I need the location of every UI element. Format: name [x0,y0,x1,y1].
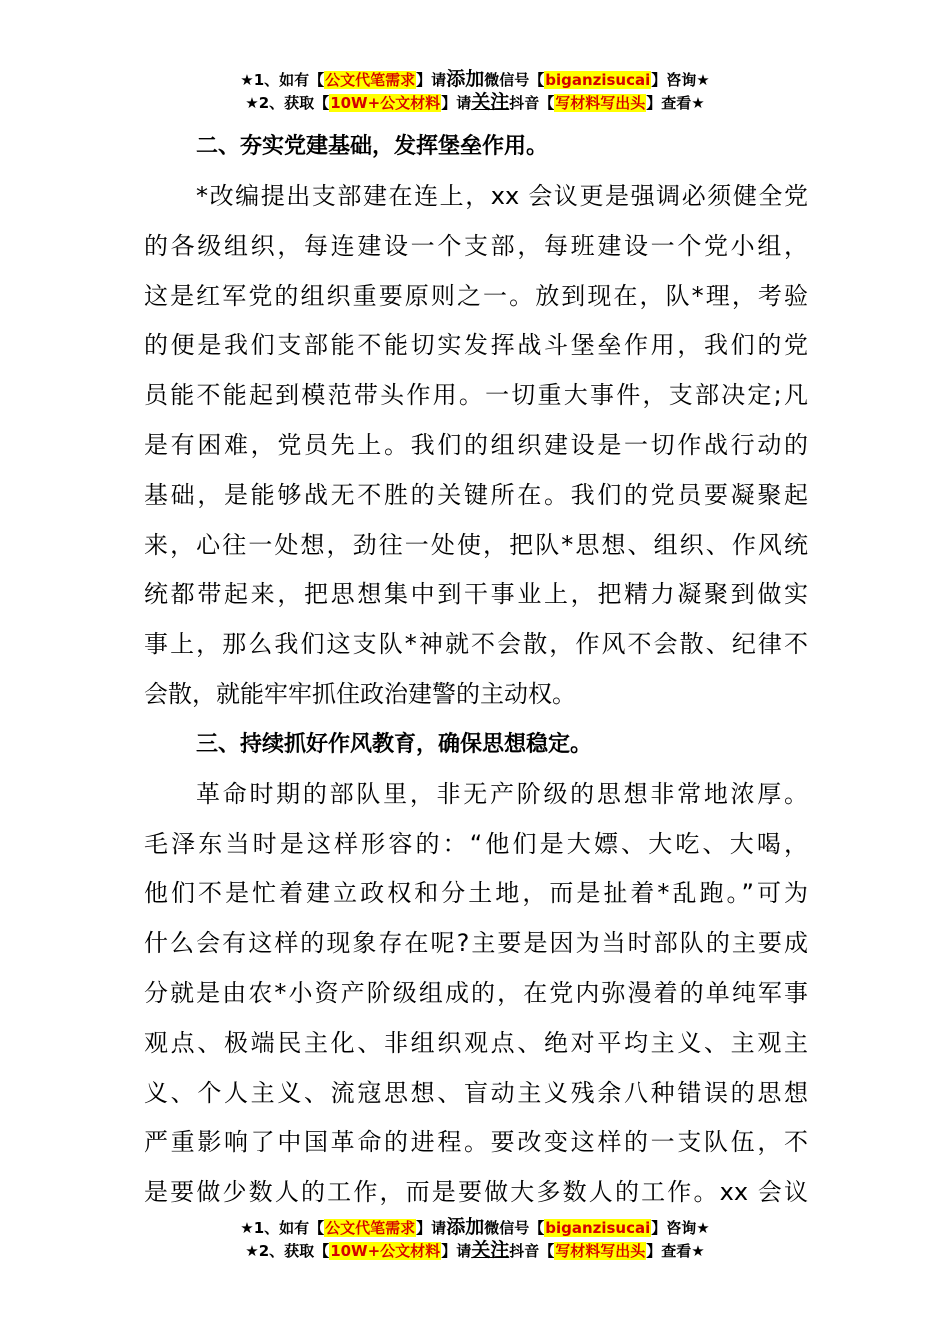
banner-highlight: 公文代笔需求 [325,1219,416,1237]
paragraph-line: 来，心往一处想，劲往一处使，把队*思想、组织、作风统 [144,530,808,559]
banner-text: 】查看★ [646,1242,705,1260]
banner-line-2 [0,1239,950,1262]
paragraph-line: 事上，那么我们这支队*神就不会散，作风不会散、纪律不 [144,630,808,659]
paragraph-line: 的便是我们支部能不能切实发挥战斗堡垒作用，我们的党 [144,331,808,360]
banner-highlight: 10W+公文材料 [330,94,441,112]
banner-line-1 [0,68,950,91]
banner-text: 微信号【 [484,1219,545,1237]
paragraph-line: 观点、极端民主化、非组织观点、绝对平均主义、主观主 [144,1028,808,1057]
paragraph-line: 是有困难，党员先上。我们的组织建设是一切作战行动的 [144,430,808,459]
banner-text: 】咨询★ [651,1219,710,1237]
paragraph-line: 革命时期的部队里，非无产阶级的思想非常地浓厚。 [196,779,808,808]
banner-emphasis: 添加 [446,1216,485,1238]
banner-text: 】请 [441,94,472,112]
paragraph-line: 基础，是能够战无不胜的关键所在。我们的党员要凝聚起 [144,480,808,509]
banner-text: 抖音【 [509,1242,555,1260]
banner-text: ★1、如有【 [240,1219,325,1237]
paragraph-line: 是要做少数人的工作，而是要做大多数人的工作。xx 会议 [144,1178,808,1207]
banner-highlight: 公文代笔需求 [325,71,416,89]
banner-text: ★2、获取【 [245,94,330,112]
section-paragraph-3 [144,770,808,1218]
paragraph-line: 分就是由农*小资产阶级组成的，在党内弥漫着的单纯军事 [144,978,808,1007]
section-heading-3: 三、持续抓好作风教育，确保思想稳定。 [196,731,593,757]
banner-text: 抖音【 [509,94,555,112]
section-paragraph-2 [144,172,808,720]
banner-text: ★1、如有【 [240,71,325,89]
banner-highlight-douyin: 写材料写出头 [555,94,646,112]
paragraph-line: 的各级组织，每连建设一个支部，每班建设一个党小组， [144,231,808,260]
banner-text: 】查看★ [646,94,705,112]
banner-emphasis: 添加 [446,68,485,90]
banner-text: 微信号【 [484,71,545,89]
banner-text: ★2、获取【 [245,1242,330,1260]
banner-text: 】咨询★ [651,71,710,89]
banner-highlight-wechat: biganzisucai [545,1219,651,1237]
section-heading-2: 二、夯实党建基础，发挥堡垒作用。 [196,134,549,159]
banner-highlight: 10W+公文材料 [330,1242,441,1260]
paragraph-line: 这是红军党的组织重要原则之一。放到现在，队*理，考验 [144,281,808,310]
banner-emphasis: 关注 [471,1239,510,1261]
banner-highlight-douyin: 写材料写出头 [555,1242,646,1260]
banner-line-1 [0,1216,950,1239]
paragraph-line: 义、个人主义、流寇思想、盲动主义残余八种错误的思想 [144,1078,808,1107]
paragraph-line: 会散，就能牢牢抓住政治建警的主动权。 [144,679,576,708]
banner-line-2 [0,91,950,114]
document-body [144,122,808,1218]
header-banner [0,68,950,114]
paragraph-line: 毛泽东当时是这样形容的：“他们是大嫖、大吃、大喝， [144,829,808,858]
paragraph-line: 他们不是忙着建立政权和分土地，而是扯着*乱跑。”可为 [144,879,808,908]
banner-highlight-wechat: biganzisucai [545,71,651,89]
paragraph-line: 统都带起来，把思想集中到干事业上，把精力凝聚到做实 [144,580,808,609]
paragraph-line: 严重影响了中国革命的进程。要改变这样的一支队伍，不 [144,1128,808,1157]
banner-text: 】请 [416,1219,447,1237]
paragraph-line: 员能不能起到模范带头作用。一切重大事件，支部决定;凡 [144,381,808,410]
paragraph-line: *改编提出支部建在连上，xx 会议更是强调必须健全党 [196,182,808,210]
banner-text: 】请 [441,1242,472,1260]
banner-text: 】请 [416,71,447,89]
footer-banner [0,1216,950,1262]
paragraph-line: 什么会有这样的现象存在呢?主要是因为当时部队的主要成 [144,929,808,958]
banner-emphasis: 关注 [471,91,510,113]
